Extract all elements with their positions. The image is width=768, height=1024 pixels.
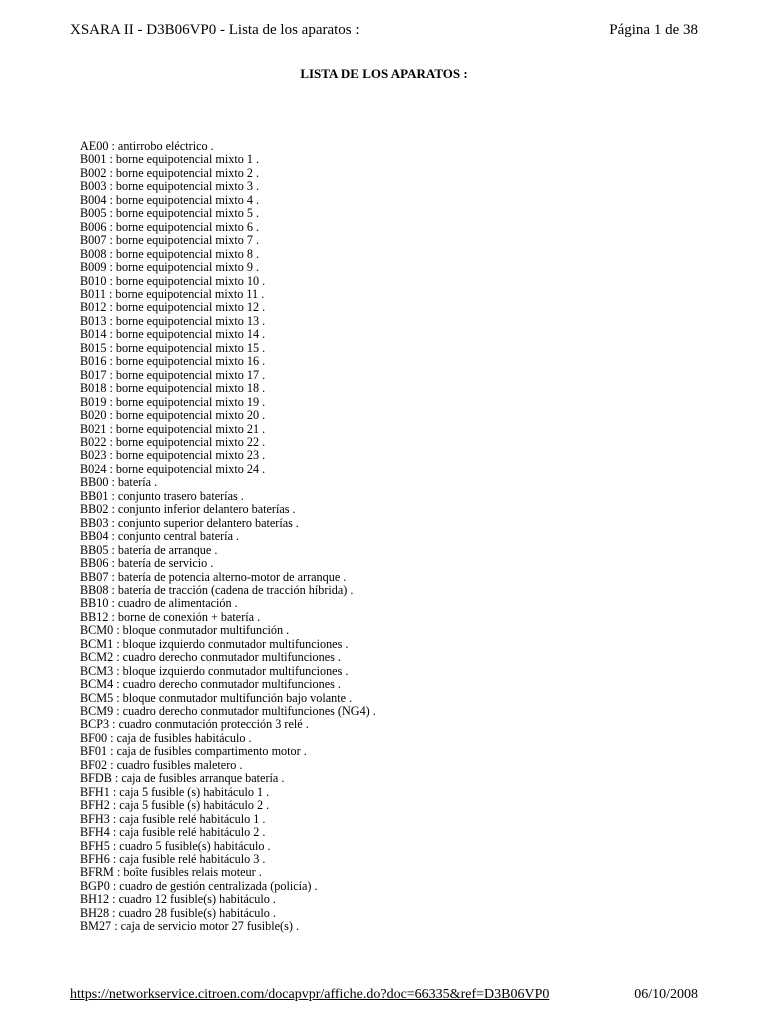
list-item: B001 : borne equipotencial mixto 1 . [80, 152, 260, 167]
list-item: B018 : borne equipotencial mixto 18 . [80, 381, 266, 396]
list-item: BFH5 : cuadro 5 fusible(s) habitáculo . [80, 838, 271, 853]
list-item: B009 : borne equipotencial mixto 9 . [80, 260, 260, 275]
list-item: B019 : borne equipotencial mixto 19 . [80, 394, 266, 409]
list-item: BCP3 : cuadro conmutación protección 3 relé . [80, 717, 309, 732]
list-item: BCM4 : cuadro derecho conmutador multifunciones . [80, 677, 341, 692]
list-item: BB10 : cuadro de alimentación . [80, 596, 238, 611]
list-item: B021 : borne equipotencial mixto 21 . [80, 421, 266, 436]
page-number: Página 1 de 38 [609, 22, 698, 38]
list-item: B022 : borne equipotencial mixto 22 . [80, 434, 266, 449]
source-url-link[interactable]: https://networkservice.citroen.com/docapvpr/affiche.do?doc=66335&ref=D3B06VP0 [70, 987, 550, 1002]
list-item: BH28 : cuadro 28 fusible(s) habitáculo . [80, 905, 276, 920]
list-item: BB04 : conjunto central batería . [80, 529, 240, 544]
list-item: BCM5 : bloque conmutador multifunción bajo volante . [80, 690, 353, 705]
list-item: BCM3 : bloque izquierdo conmutador multifunciones . [80, 663, 349, 678]
list-item: BGP0 : cuadro de gestión centralizada (policía) . [80, 878, 318, 893]
list-item: BB02 : conjunto inferior delantero baterías . [80, 502, 296, 517]
list-item: BFH1 : caja 5 fusible (s) habitáculo 1 . [80, 784, 270, 799]
page-header [70, 20, 698, 40]
list-item: BFH2 : caja 5 fusible (s) habitáculo 2 . [80, 798, 270, 813]
document-title: XSARA II - D3B06VP0 - Lista de los aparatos : [70, 22, 360, 38]
list-item: BFDB : caja de fusibles arranque batería . [80, 771, 285, 786]
list-item: B002 : borne equipotencial mixto 2 . [80, 165, 260, 180]
list-item: B016 : borne equipotencial mixto 16 . [80, 354, 266, 369]
list-item: BF02 : cuadro fusibles maletero . [80, 757, 243, 772]
list-item: BFH3 : caja fusible relé habitáculo 1 . [80, 811, 266, 826]
print-date: 06/10/2008 [634, 987, 698, 1002]
list-item: B023 : borne equipotencial mixto 23 . [80, 448, 266, 463]
list-item: B020 : borne equipotencial mixto 20 . [80, 408, 266, 423]
list-item: BB12 : borne de conexión + batería . [80, 609, 261, 624]
list-item: B014 : borne equipotencial mixto 14 . [80, 327, 266, 342]
list-item: BH12 : cuadro 12 fusible(s) habitáculo . [80, 892, 276, 907]
list-item: BF01 : caja de fusibles compartimento motor . [80, 744, 307, 759]
list-item: BB07 : batería de potencia alterno-motor de arranque . [80, 569, 347, 584]
list-item: BB01 : conjunto trasero baterías . [80, 488, 244, 503]
list-item: B004 : borne equipotencial mixto 4 . [80, 192, 260, 207]
list-item: B011 : borne equipotencial mixto 11 . [80, 286, 265, 301]
list-item: BCM2 : cuadro derecho conmutador multifunciones . [80, 650, 341, 665]
list-item: BF00 : caja de fusibles habitáculo . [80, 730, 252, 745]
list-item: B017 : borne equipotencial mixto 17 . [80, 367, 266, 382]
device-list [80, 140, 700, 934]
section-heading: LISTA DE LOS APARATOS : [300, 66, 468, 81]
list-item: BB06 : batería de servicio . [80, 556, 214, 571]
page-footer [70, 985, 698, 1005]
list-item: BB00 : batería . [80, 475, 158, 490]
list-item: BCM9 : cuadro derecho conmutador multifunciones (NG4) . [80, 704, 376, 719]
list-item: BCM0 : bloque conmutador multifunción . [80, 623, 290, 638]
list-item: BB08 : batería de tracción (cadena de tracción híbrida) . [80, 582, 354, 597]
list-item: B013 : borne equipotencial mixto 13 . [80, 313, 266, 328]
list-item: B008 : borne equipotencial mixto 8 . [80, 246, 260, 261]
list-item: B003 : borne equipotencial mixto 3 . [80, 179, 260, 194]
list-item: BFRM : boîte fusibles relais moteur . [80, 865, 262, 880]
list-item: BFH4 : caja fusible relé habitáculo 2 . [80, 825, 266, 840]
list-item: B024 : borne equipotencial mixto 24 . [80, 461, 266, 476]
list-item: B015 : borne equipotencial mixto 15 . [80, 340, 266, 355]
list-item: B005 : borne equipotencial mixto 5 . [80, 206, 260, 221]
list-item: BB03 : conjunto superior delantero baterías . [80, 515, 299, 530]
list-item: B006 : borne equipotencial mixto 6 . [80, 219, 260, 234]
list-item: BFH6 : caja fusible relé habitáculo 3 . [80, 852, 266, 867]
list-item: AE00 : antirrobo eléctrico . [80, 139, 214, 153]
list-item: BCM1 : bloque izquierdo conmutador multifunciones . [80, 636, 349, 651]
list-item: B010 : borne equipotencial mixto 10 . [80, 273, 266, 288]
list-item: B007 : borne equipotencial mixto 7 . [80, 233, 260, 248]
list-item: B012 : borne equipotencial mixto 12 . [80, 300, 266, 315]
list-item: BM27 : caja de servicio motor 27 fusible(s) . [80, 919, 299, 934]
list-item: BB05 : batería de arranque . [80, 542, 218, 557]
